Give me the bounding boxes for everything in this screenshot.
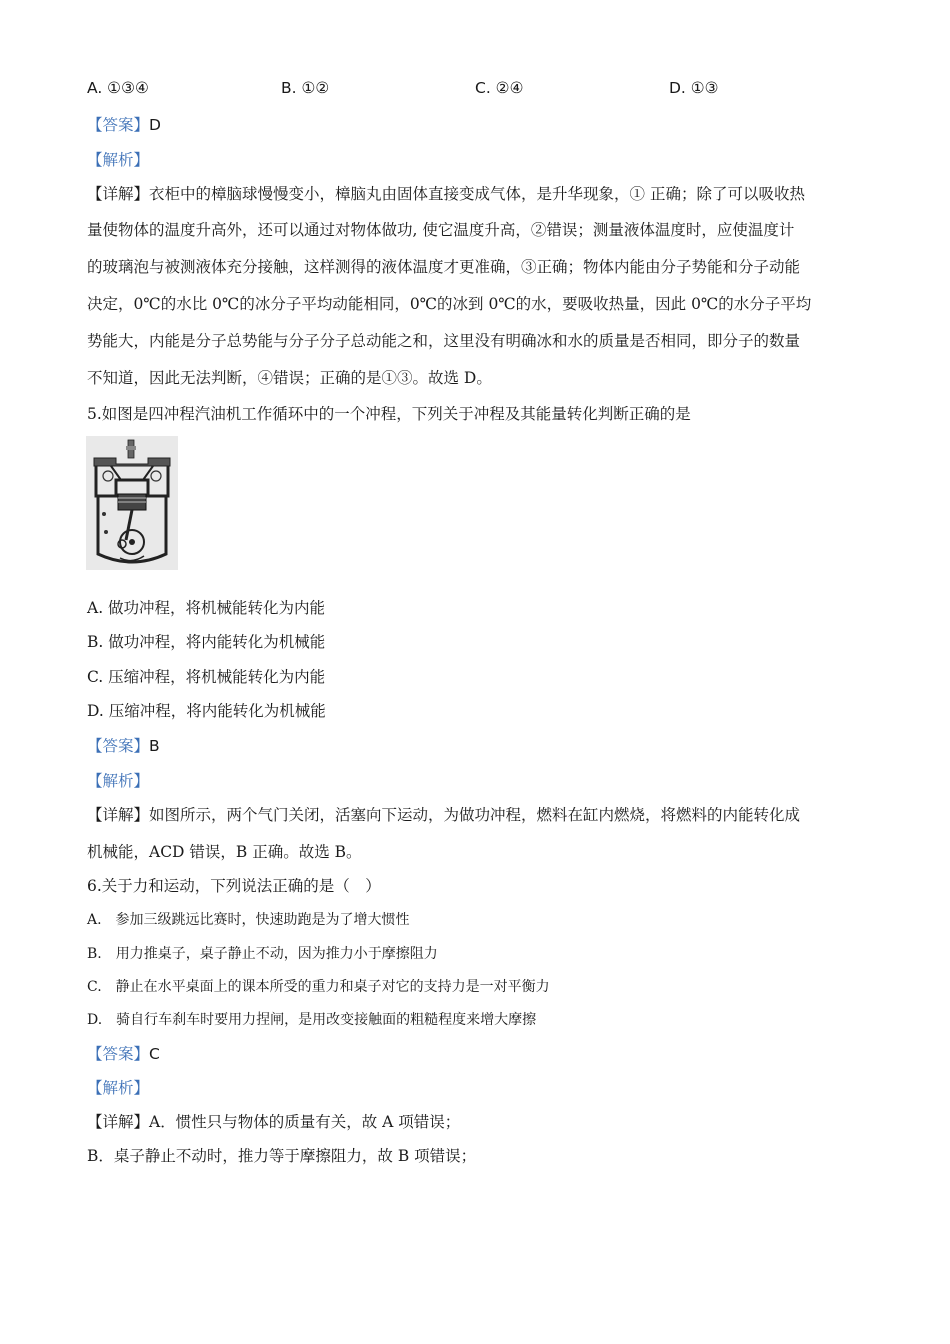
q4-option-d: D. ①③ bbox=[669, 79, 719, 97]
q5-answer bbox=[87, 735, 160, 757]
detail-text: 衣柜中的樟脑球慢慢变小，樟脑丸由固体直接变成气体，是升华现象，① 正确；除了可以吸收热 bbox=[149, 185, 805, 203]
detail-text: 如图所示，两个气门关闭，活塞向下运动，为做功冲程，燃料在缸内燃烧，将燃料的内能转化成 bbox=[149, 806, 801, 824]
answer-tag: 【答案】 bbox=[87, 737, 150, 755]
q4-detail-line: 量使物体的温度升高外，还可以通过对物体做功, 使它温度升高，②错误；测量液体温度时，应使温度计 bbox=[87, 221, 795, 239]
answer-tag: 【答案】 bbox=[87, 116, 150, 134]
q5-option-a bbox=[87, 597, 325, 619]
q4-detail-line: 的玻璃泡与被测液体充分接触，这样测得的液体温度才更准确，③正确；物体内能由分子势能和分子动能 bbox=[87, 258, 801, 276]
q4-option-c: C. ②④ bbox=[475, 79, 524, 97]
q4-option-a: A. ①③④ bbox=[87, 79, 149, 97]
q6-option-c: C. 静止在水平桌面上的课本所受的重力和桌子对它的支持力是一对平衡力 bbox=[87, 979, 550, 995]
answer-value: B bbox=[149, 737, 160, 755]
detail-tag: 【详解】 bbox=[87, 1113, 150, 1131]
q6-answer bbox=[87, 1043, 160, 1065]
detail-tag: 【详解】 bbox=[87, 806, 150, 824]
q4-analysis-tag: 【解析】 bbox=[87, 151, 150, 169]
q5-option-c: C. 压缩冲程，将机械能转化为内能 bbox=[87, 668, 326, 686]
q4-detail-line: 势能大，内能是分子总势能与分子分子总动能之和，这里没有明确冰和水的质量是否相同，即分子的数量 bbox=[87, 332, 801, 350]
q5-analysis-tag: 【解析】 bbox=[87, 772, 150, 790]
q5-detail-line: 机械能，ACD 错误，B 正确。故选 B。 bbox=[87, 843, 362, 861]
q4-detail-line: 决定，0℃的水比 0℃的冰分子平均动能相同，0℃的冰到 0℃的水，要吸收热量，因此 0℃的水分子平均 bbox=[87, 295, 812, 313]
q5-detail-line bbox=[87, 804, 800, 826]
detail-tag: 【详解】 bbox=[87, 185, 150, 203]
q6-detail-line bbox=[87, 1111, 460, 1133]
option-text: A. 做功冲程，将机械能转化为内能 bbox=[87, 599, 326, 617]
q4-answer bbox=[87, 114, 161, 136]
engine-diagram bbox=[86, 436, 178, 570]
q6-question: 6.关于力和运动，下列说法正确的是（ ） bbox=[87, 877, 381, 895]
q4-detail-line bbox=[87, 183, 805, 205]
q6-detail-line: B．桌子静止不动时，推力等于摩擦阻力，故 B 项错误； bbox=[87, 1147, 477, 1165]
answer-value: C bbox=[149, 1045, 160, 1063]
answer-value: D bbox=[149, 116, 161, 134]
q5-question: 5.如图是四冲程汽油机工作循环中的一个冲程，下列关于冲程及其能量转化判断正确的是 bbox=[87, 405, 691, 423]
q6-analysis-tag: 【解析】 bbox=[87, 1079, 150, 1097]
q6-option-d: D. 骑自行车刹车时要用力捏闸，是用改变接触面的粗糙程度来增大摩擦 bbox=[87, 1012, 537, 1028]
q5-option-d: D. 压缩冲程，将内能转化为机械能 bbox=[87, 702, 326, 720]
q4-detail-line: 不知道，因此无法判断，④错误；正确的是①③。故选 D。 bbox=[87, 369, 492, 387]
q4-option-b: B. ①② bbox=[281, 79, 330, 97]
q4-options-row bbox=[87, 79, 867, 103]
q6-option-a: A. 参加三级跳远比赛时，快速助跑是为了增大惯性 bbox=[87, 912, 410, 928]
q6-option-b: B. 用力推桌子，桌子静止不动，因为推力小于摩擦阻力 bbox=[87, 946, 438, 962]
answer-tag: 【答案】 bbox=[87, 1045, 150, 1063]
detail-text: A．惯性只与物体的质量有关，故 A 项错误； bbox=[149, 1113, 461, 1131]
q5-option-b: B. 做功冲程，将内能转化为机械能 bbox=[87, 633, 326, 651]
